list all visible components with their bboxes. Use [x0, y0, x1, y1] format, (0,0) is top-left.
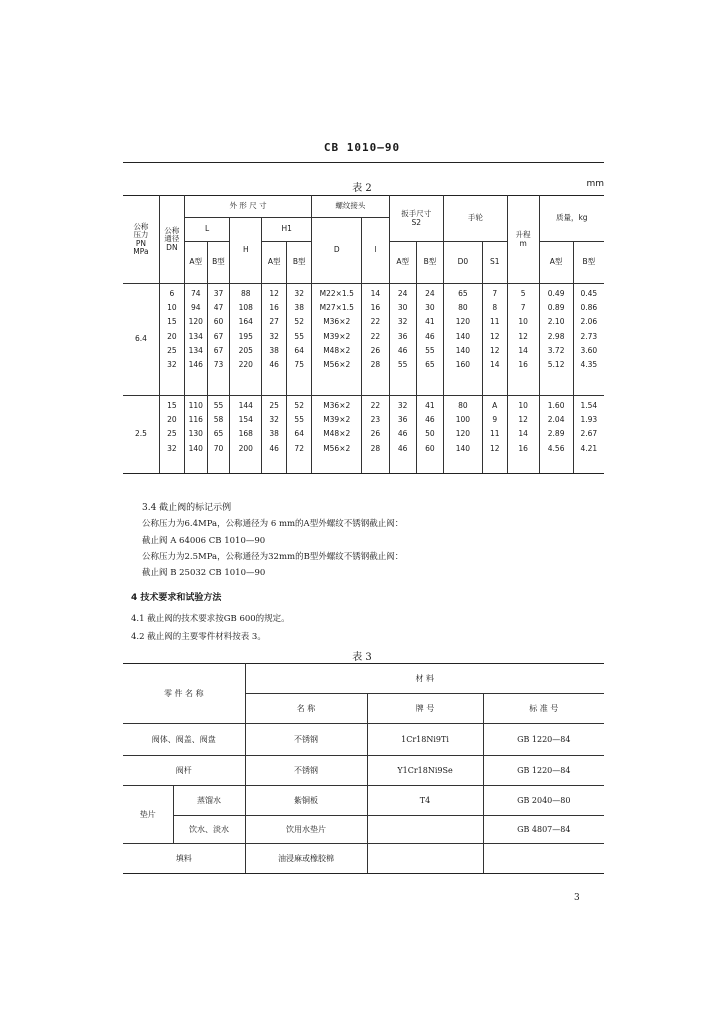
- table-cell: 22: [370, 331, 381, 341]
- H1-a-header: A型: [262, 242, 287, 284]
- table-cell: 120: [455, 429, 471, 439]
- table-cell: M39×2: [323, 415, 351, 425]
- table-cell: 46: [397, 345, 408, 355]
- table-cell: 0.49: [547, 289, 565, 298]
- table-cell: 36: [397, 331, 408, 341]
- marking-example-line: 公称压力为6.4MPa，公称通径为 6 mm的A型外螺纹不锈钢截止阀：: [142, 519, 404, 529]
- value-column-lb: [207, 396, 230, 474]
- table-cell: 52: [294, 401, 304, 410]
- table-cell: 88: [240, 289, 251, 298]
- handwheel-header: 手轮: [444, 196, 508, 242]
- table-cell: 24: [397, 289, 408, 298]
- table-cell: 14: [518, 429, 528, 439]
- table-cell: 22: [370, 317, 381, 327]
- table-cell: 12: [269, 289, 279, 298]
- table-cell: 26: [370, 345, 381, 355]
- value-column-h1a: [262, 284, 287, 396]
- table-cell: 25: [167, 345, 177, 355]
- standard-cell: GB 2040—80: [483, 786, 604, 816]
- table-cell: 140: [455, 331, 471, 341]
- standard-cell: [483, 844, 604, 874]
- table-cell: M27×1.5: [319, 303, 354, 313]
- standard-cell: GB 1220—84: [483, 756, 604, 786]
- table-row: [123, 786, 604, 816]
- table-cell: M48×2: [323, 345, 351, 355]
- material-name-cell: 饮用水垫片: [245, 816, 367, 844]
- table-cell: 16: [518, 443, 528, 453]
- table-cell: 65: [213, 429, 224, 439]
- value-column-h1a: [262, 396, 287, 474]
- value-column-sb: [416, 284, 443, 396]
- value-column-sa: [389, 284, 416, 396]
- table-cell: 72: [294, 443, 304, 453]
- table-cell: 64: [294, 345, 304, 355]
- table-cell: 2.10: [547, 317, 565, 327]
- L-a-header: A型: [184, 242, 207, 284]
- section-4-1: 4.1 截止阀的技术要求按GB 600的规定。: [131, 614, 290, 624]
- section-4-2: 4.2 截止阀的主要零件材料按表 3。: [131, 632, 266, 642]
- table-cell: 144: [238, 401, 253, 410]
- value-column-m: [507, 284, 539, 396]
- table-cell: 12: [489, 443, 500, 453]
- value-column-h: [230, 396, 262, 474]
- table-cell: 55: [294, 331, 304, 341]
- table-cell: 200: [238, 443, 253, 453]
- value-column-ma: [539, 396, 573, 474]
- grade-cell: [367, 816, 483, 844]
- table-cell: 108: [238, 303, 253, 313]
- wrench-b-header: B型: [416, 242, 443, 284]
- material-name-cell: 紫铜板: [245, 786, 367, 816]
- table3-caption: 表 3: [352, 652, 372, 663]
- table-cell: 2.98: [547, 331, 565, 341]
- table-cell: 14: [489, 360, 500, 370]
- table-row-group: [123, 284, 604, 396]
- grade-cell: T4: [367, 786, 483, 816]
- table-cell: 205: [238, 345, 253, 355]
- dimensions-table: [123, 195, 604, 474]
- material-name-cell: 不锈钢: [245, 724, 367, 756]
- value-column-m: [507, 396, 539, 474]
- table-cell: 120: [455, 317, 471, 327]
- table-cell: 12: [518, 331, 528, 341]
- dn-header: 公称 通径 DN: [159, 196, 184, 284]
- table-cell: 3.60: [580, 345, 598, 355]
- table-cell: 12: [489, 331, 500, 341]
- table-cell: 80: [458, 303, 468, 313]
- pn-cell: 6.4: [123, 284, 159, 396]
- value-column-sa: [389, 396, 416, 474]
- table-cell: 7: [520, 303, 526, 313]
- table-cell: 25: [269, 401, 279, 410]
- table-cell: 2.73: [580, 331, 598, 341]
- table-cell: 32: [269, 415, 279, 425]
- grade-header: 牌 号: [367, 694, 483, 724]
- table-cell: 38: [269, 429, 279, 439]
- table-cell: 146: [188, 360, 203, 370]
- table-cell: 38: [269, 345, 279, 355]
- material-name-cell: 不锈钢: [245, 756, 367, 786]
- table-cell: 41: [425, 401, 435, 410]
- table-cell: 36: [397, 415, 408, 425]
- table-cell: 46: [269, 443, 279, 453]
- value-column-la: [184, 396, 207, 474]
- table-cell: 116: [188, 415, 203, 425]
- marking-example-line: 截止阀 A 64006 CB 1010—90: [142, 536, 266, 546]
- table-cell: 65: [425, 360, 435, 370]
- wrench-header: 扳手尺寸 S2: [389, 196, 444, 242]
- table-cell: M56×2: [323, 443, 351, 453]
- table-cell: 10: [518, 401, 528, 410]
- table-cell: M56×2: [323, 360, 351, 370]
- table-row: [123, 756, 604, 786]
- pn-header: 公称 压力 PN MPa: [123, 196, 159, 284]
- table-cell: 100: [455, 415, 471, 425]
- L-b-header: B型: [207, 242, 230, 284]
- table-cell: 32: [294, 289, 304, 298]
- table-cell: 41: [425, 317, 435, 327]
- value-column-dn: [159, 396, 184, 474]
- table-cell: 164: [238, 317, 253, 327]
- material-name-cell: 油浸麻或橡胶棉: [245, 844, 367, 874]
- table-cell: M48×2: [323, 429, 351, 439]
- mass-b-header: B型: [573, 242, 604, 284]
- grade-cell: Y1Cr18Ni9Se: [367, 756, 483, 786]
- table-cell: 46: [425, 331, 435, 341]
- table-cell: 1.54: [580, 401, 598, 410]
- value-column-d0: [444, 396, 483, 474]
- table-cell: 12: [489, 345, 500, 355]
- table-cell: 38: [294, 303, 304, 313]
- value-column-l: [362, 396, 389, 474]
- table-cell: 75: [294, 360, 304, 370]
- table-cell: 134: [188, 345, 203, 355]
- material-header: 材 料: [245, 664, 604, 694]
- table-cell: 1.93: [580, 415, 598, 425]
- table-row-group: [123, 396, 604, 474]
- value-column-s1: [482, 396, 507, 474]
- standard-cell: GB 4807—84: [483, 816, 604, 844]
- value-column-h: [230, 284, 262, 396]
- table-cell: 15: [167, 401, 177, 410]
- grade-cell: 1Cr18Ni9Ti: [367, 724, 483, 756]
- table-cell: 37: [213, 289, 224, 298]
- table-cell: M36×2: [323, 317, 351, 327]
- part-name-header: 零 件 名 称: [123, 664, 245, 724]
- table-cell: 47: [213, 303, 224, 313]
- material-name-header: 名 称: [245, 694, 367, 724]
- part-cell: 阀体、阀盖、阀盘: [123, 724, 245, 756]
- table-cell: 160: [455, 360, 471, 370]
- value-column-mb: [573, 396, 604, 474]
- grade-cell: [367, 844, 483, 874]
- table-row: [123, 844, 604, 874]
- table-cell: 52: [294, 317, 304, 327]
- table-cell: 2.06: [580, 317, 598, 327]
- table-cell: 55: [213, 401, 224, 410]
- table-cell: 195: [238, 331, 253, 341]
- table-cell: 10: [167, 303, 177, 313]
- table-cell: 168: [238, 429, 253, 439]
- table-cell: 2.67: [580, 429, 598, 439]
- table-cell: 8: [492, 303, 498, 313]
- table-cell: 50: [425, 429, 435, 439]
- value-column-la: [184, 284, 207, 396]
- table-cell: 4.35: [580, 360, 598, 370]
- table2-unit: mm: [586, 179, 604, 189]
- table-cell: 30: [425, 303, 435, 313]
- table-cell: 70: [213, 443, 224, 453]
- value-column-lb: [207, 284, 230, 396]
- table-cell: 2.04: [547, 415, 565, 425]
- H-header: H: [230, 218, 262, 284]
- table-cell: 7: [492, 289, 498, 298]
- table-cell: 94: [190, 303, 201, 313]
- value-column-l: [362, 284, 389, 396]
- section-3-4-heading: 3.4 截止阀的标记示例: [142, 503, 232, 513]
- table-cell: 15: [167, 317, 177, 327]
- value-column-d0: [444, 284, 483, 396]
- table-cell: 0.45: [580, 289, 598, 298]
- part-cell: 阀杆: [123, 756, 245, 786]
- table-cell: 16: [518, 360, 528, 370]
- medium-cell: 饮水、淡水: [173, 816, 245, 844]
- table-cell: M39×2: [323, 331, 351, 341]
- table-cell: 20: [167, 415, 177, 425]
- table-cell: 60: [213, 317, 224, 327]
- table-cell: 32: [397, 401, 408, 410]
- table-cell: 32: [167, 443, 177, 453]
- L-header: L: [184, 218, 229, 242]
- table-cell: 73: [213, 360, 224, 370]
- table-cell: M22×1.5: [319, 289, 354, 298]
- outline-header: 外 形 尺 寸: [184, 196, 311, 218]
- table-cell: 0.89: [547, 303, 565, 313]
- table-cell: 110: [188, 401, 203, 410]
- table-cell: 4.21: [580, 443, 598, 453]
- table-cell: 1.60: [547, 401, 565, 410]
- table-cell: 65: [458, 289, 468, 298]
- table-cell: 55: [425, 345, 435, 355]
- D0-header: D0: [444, 242, 483, 284]
- value-column-d: [312, 284, 362, 396]
- table-cell: 220: [238, 360, 253, 370]
- table-cell: 46: [425, 415, 435, 425]
- table-cell: 55: [397, 360, 408, 370]
- pn-cell: 2.5: [123, 396, 159, 474]
- wrench-a-header: A型: [389, 242, 416, 284]
- table-cell: 27: [269, 317, 279, 327]
- table-row: [123, 816, 604, 844]
- table-cell: 16: [370, 303, 381, 313]
- table-cell: 120: [188, 317, 203, 327]
- table-cell: 2.89: [547, 429, 565, 439]
- table-cell: A: [492, 401, 498, 410]
- table-cell: 3.72: [547, 345, 565, 355]
- gasket-label: 垫片: [123, 786, 173, 844]
- table-cell: 46: [397, 429, 408, 439]
- value-column-ma: [539, 284, 573, 396]
- materials-table: [123, 663, 604, 874]
- value-column-dn: [159, 284, 184, 396]
- table-cell: 32: [397, 317, 408, 327]
- table-cell: 14: [518, 345, 528, 355]
- table-cell: 134: [188, 331, 203, 341]
- marking-example-line: 截止阀 B 25032 CB 1010—90: [142, 568, 266, 578]
- table-cell: 58: [213, 415, 224, 425]
- table-cell: 46: [269, 360, 279, 370]
- section-4-heading: 4 技术要求和试验方法: [131, 593, 222, 603]
- table-cell: 140: [455, 443, 471, 453]
- table-cell: 4.56: [547, 443, 565, 453]
- standard-cell: GB 1220—84: [483, 724, 604, 756]
- mass-header: 质量，kg: [539, 196, 604, 242]
- table-cell: 46: [397, 443, 408, 453]
- table-cell: 130: [188, 429, 203, 439]
- S1-header: S1: [482, 242, 507, 284]
- H1-b-header: B型: [287, 242, 312, 284]
- table-cell: 9: [492, 415, 498, 425]
- table-cell: 28: [370, 443, 381, 453]
- table-cell: 64: [294, 429, 304, 439]
- lift-header: 升程 m: [507, 196, 539, 284]
- marking-example-line: 公称压力为2.5MPa，公称通径为32mm的B型外螺纹不锈钢截止阀：: [142, 552, 404, 562]
- table-cell: 140: [455, 345, 471, 355]
- table-cell: 16: [269, 303, 279, 313]
- table2-caption: 表 2: [352, 183, 372, 194]
- thread-joint-header: 螺纹接头: [312, 196, 389, 218]
- table-cell: 74: [190, 289, 201, 298]
- mass-a-header: A型: [539, 242, 573, 284]
- table-cell: 80: [458, 401, 468, 410]
- table-cell: 60: [425, 443, 435, 453]
- page-number: 3: [574, 893, 580, 903]
- table-cell: 12: [518, 415, 528, 425]
- H1-header: H1: [262, 218, 312, 242]
- table-cell: 23: [370, 415, 381, 425]
- table-row: [123, 724, 604, 756]
- value-column-mb: [573, 284, 604, 396]
- table-cell: 11: [489, 429, 500, 439]
- table-cell: 14: [370, 289, 381, 298]
- table-cell: 32: [269, 331, 279, 341]
- value-column-s1: [482, 284, 507, 396]
- table-cell: 140: [188, 443, 203, 453]
- value-column-h1b: [287, 396, 312, 474]
- header-rule: [123, 162, 604, 163]
- standard-code-header: CB 1010—90: [323, 141, 401, 154]
- table-cell: 20: [167, 331, 177, 341]
- value-column-sb: [416, 396, 443, 474]
- part-cell: 填料: [123, 844, 245, 874]
- table-cell: 5: [520, 289, 526, 298]
- table-cell: 154: [238, 415, 253, 425]
- table-cell: 55: [294, 415, 304, 425]
- D-header: D: [312, 218, 362, 284]
- table-cell: 32: [167, 360, 177, 370]
- table-cell: 67: [213, 331, 224, 341]
- table-cell: 0.86: [580, 303, 598, 313]
- table-cell: 25: [167, 429, 177, 439]
- table-cell: 24: [425, 289, 435, 298]
- table-cell: 10: [518, 317, 528, 327]
- l-header: l: [362, 218, 389, 284]
- table-cell: 11: [489, 317, 500, 327]
- table-cell: 30: [397, 303, 408, 313]
- table-cell: M36×2: [323, 401, 351, 410]
- value-column-d: [312, 396, 362, 474]
- medium-cell: 蒸馏水: [173, 786, 245, 816]
- table-cell: 22: [370, 401, 381, 410]
- standard-header: 标 准 号: [483, 694, 604, 724]
- table-cell: 67: [213, 345, 224, 355]
- table-cell: 5.12: [547, 360, 565, 370]
- table-cell: 26: [370, 429, 381, 439]
- table-cell: 28: [370, 360, 381, 370]
- value-column-h1b: [287, 284, 312, 396]
- table-cell: 6: [169, 289, 175, 298]
